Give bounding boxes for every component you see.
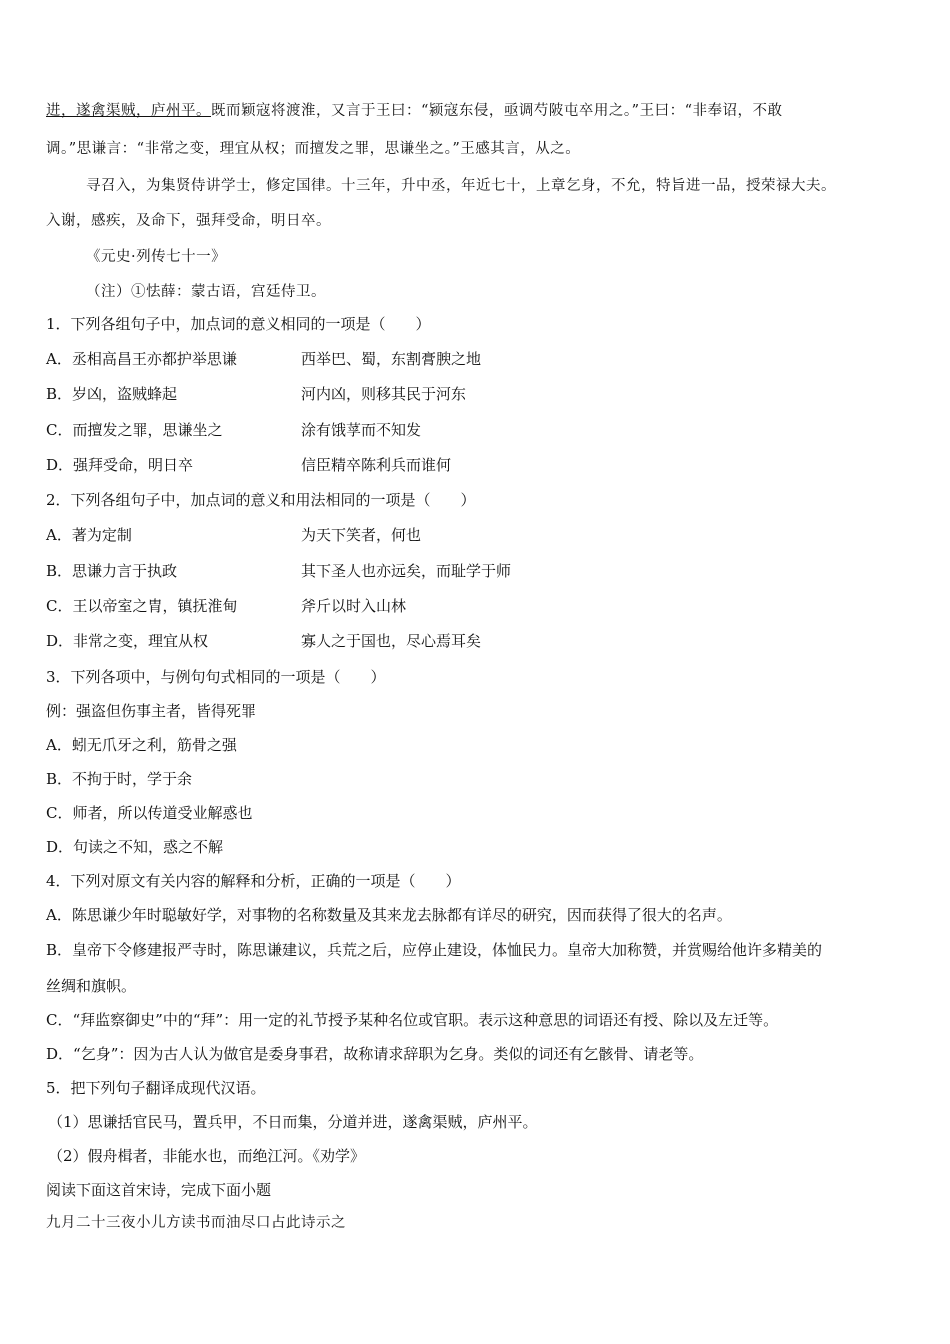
q2-option-c-right: 斧斤以时入山林 (301, 597, 407, 615)
passage-line-3: 寻召入，为集贤侍讲学士，修定国律。十三年，升中丞，年近七十，上章乞身，不允，特旨进一品，授荣禄大夫。 (86, 178, 836, 194)
passage-source: 《元史·列传七十一》 (86, 249, 227, 265)
q2-option-d-left: D．非常之变，理宜从权 (46, 632, 209, 650)
q1-stem: 1．下列各组句子中，加点词的意义相同的一项是（ ） (46, 315, 431, 333)
q4-option-c: C．“拜监察御史”中的“拜”：用一定的礼节授予某种名位或官职。表示这种意思的词语还有授、除以及左迁等。 (46, 1011, 779, 1029)
passage-line-2: 调。”思谦言：“非常之变，理宜从权；而擅发之罪，思谦坐之。”王感其言，从之。 (46, 141, 581, 157)
q3-option-d: D．句读之不知，惑之不解 (46, 838, 224, 856)
q2-option-a-left: A．著为定制 (46, 526, 132, 544)
q4-option-d: D．“乞身”：因为古人认为做官是委身事君，故称请求辞职为乞身。类似的词还有乞骸骨、请老等。 (46, 1045, 704, 1063)
q4-option-a: A．陈思谦少年时聪敏好学，对事物的名称数量及其来龙去脉都有详尽的研究，因而获得了很大的名声。 (46, 906, 732, 924)
q3-stem: 3．下列各项中，与例句句式相同的一项是（ ） (46, 668, 386, 686)
q2-stem: 2．下列各组句子中，加点词的意义和用法相同的一项是（ ） (46, 491, 476, 509)
q5-sentence-2: （2）假舟楫者，非能水也，而绝江河。《劝学》 (48, 1147, 366, 1165)
q2-option-b-left: B．思谦力言于执政 (46, 562, 178, 580)
q1-option-a-right: 西举巴、蜀，东割膏腴之地 (301, 350, 482, 368)
q1-option-c-right: 涂有饿莩而不知发 (301, 421, 422, 439)
q3-option-b: B．不拘于时，学于余 (46, 770, 193, 788)
q1-option-a-left: A．丞相高昌王亦都护举思谦 (46, 350, 237, 368)
q3-option-a: A．蚓无爪牙之利，筋骨之强 (46, 736, 237, 754)
passage-note: （注）①怯薛：蒙古语，宫廷侍卫。 (86, 284, 326, 300)
poem-title: 九月二十三夜小儿方读书而油尽口占此诗示之 (46, 1215, 346, 1231)
q4-stem: 4．下列对原文有关内容的解释和分析，正确的一项是（ ） (46, 872, 461, 890)
q3-example: 例：强盗但伤事主者，皆得死罪 (46, 702, 257, 720)
q1-option-b-right: 河内凶，则移其民于河东 (301, 385, 467, 403)
q4-option-b-cont: 丝绸和旗帜。 (46, 977, 137, 995)
q1-option-d-left: D．强拜受命，明日卒 (46, 456, 194, 474)
q1-option-c-left: C．而擅发之罪，思谦坐之 (46, 421, 223, 439)
q3-option-c: C．师者，所以传道受业解惑也 (46, 804, 253, 822)
underlined-sentence: 进，遂禽渠贼，庐州平。 (46, 103, 211, 119)
q2-option-a-right: 为天下笑者，何也 (301, 526, 422, 544)
q4-option-b: B．皇帝下令修建报严寺时，陈思谦建议，兵荒之后，应停止建设，体恤民力。皇帝大加称赞，并赏赐给他许多精美的 (46, 941, 823, 959)
q5-stem: 5．把下列句子翻译成现代汉语。 (46, 1079, 266, 1097)
q5-sentence-1: （1）思谦括官民马，置兵甲，不日而集，分道并进，遂禽渠贼，庐州平。 (48, 1113, 538, 1131)
q1-option-d-right: 信臣精卒陈利兵而谁何 (301, 456, 452, 474)
q2-option-d-right: 寡人之于国也，尽心焉耳矣 (301, 632, 482, 650)
q1-option-b-left: B．岁凶，盗贼蜂起 (46, 385, 178, 403)
q2-option-c-left: C．王以帝室之胄，镇抚淮甸 (46, 597, 238, 615)
poem-intro: 阅读下面这首宋诗，完成下面小题 (46, 1181, 272, 1199)
passage-line-1: 进，遂禽渠贼，庐州平。既而颖寇将渡淮，又言于王曰：“颍寇东侵，亟调芍陂屯卒用之。”王曰：“非奉诏，不敢 (46, 103, 783, 119)
q2-option-b-right: 其下圣人也亦远矣，而耻学于师 (301, 562, 512, 580)
passage-line-4: 入谢，感疾，及命下，强拜受命，明日卒。 (46, 213, 331, 229)
